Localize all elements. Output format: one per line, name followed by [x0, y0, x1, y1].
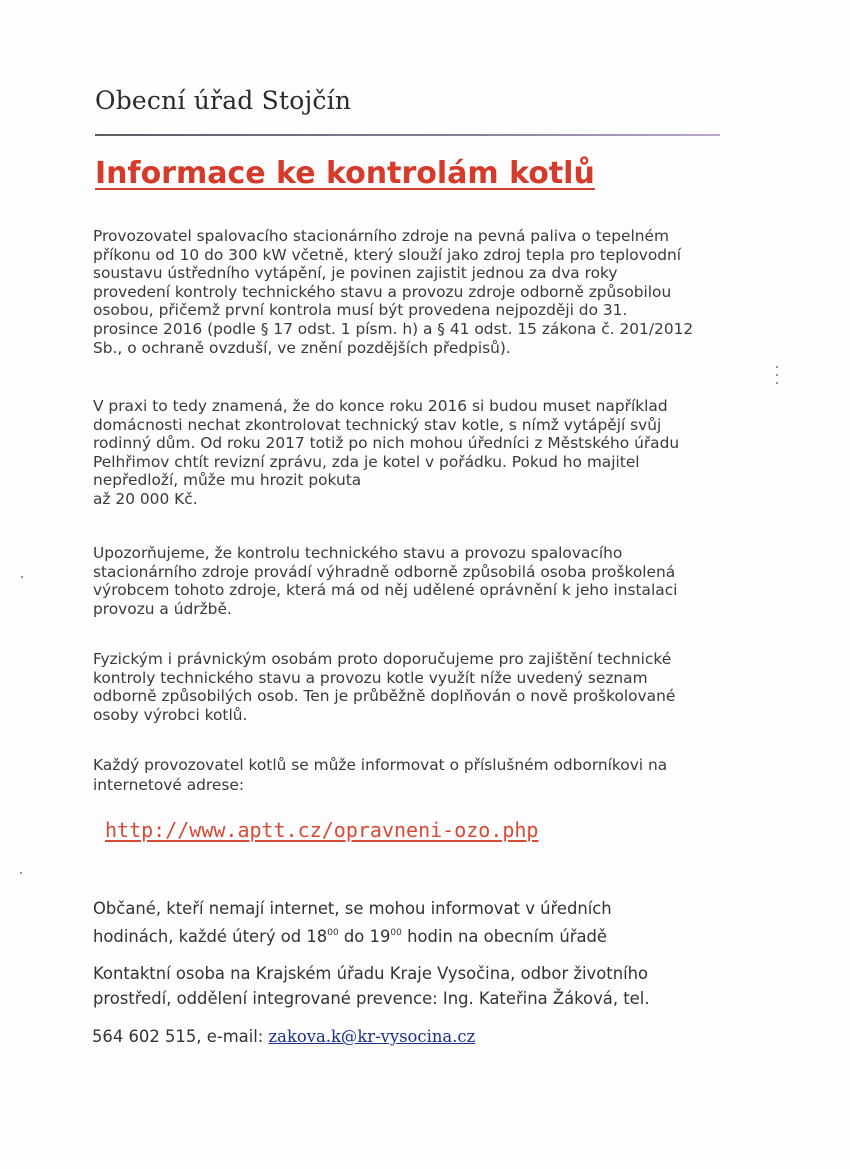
contact-phone-email: [92, 1027, 475, 1046]
text-line: Občané, kteří nemají internet, se mohou informovat v úředních: [93, 899, 612, 918]
paragraph-office-hours: [93, 896, 612, 949]
text-line: Upozorňujeme, že kontrolu technického stavu a provozu spalovacího: [93, 544, 623, 562]
scan-speck: [776, 382, 778, 384]
text-line: prosince 2016 (podle § 17 odst. 1 písm. h) a § 41 odst. 15 zákona č. 201/2012: [93, 319, 694, 338]
text-line: výrobcem tohoto zdroje, která má od něj udělené oprávnění k jeho instalaci: [93, 581, 678, 600]
text-line: domácnosti nechat zkontrolovat technický stav kotle, s nímž vytápějí svůj: [93, 415, 662, 434]
text-line: prostředí, oddělení integrované prevence: Ing. Kateřina Žáková, tel.: [93, 989, 650, 1008]
text-line: Každý provozovatel kotlů se může informovat o příslušném odborníkovi na: [93, 756, 668, 774]
scan-speck: [21, 576, 23, 578]
text-line: stacionárního zdroje provádí výhradně odborně způsobilá osoba proškolená: [93, 562, 676, 581]
text-line: až 20 000 Kč.: [93, 489, 198, 508]
text-line: příkonu od 10 do 300 kW včetně, který slouží jako zdroj tepla pro teplovodní: [93, 245, 682, 264]
page-title: Informace ke kontrolám kotlů: [95, 156, 595, 191]
paragraph-recommendation: [93, 650, 675, 724]
text-line: odborně způsobilých osob. Ten je průběžně doplňován o nově proškolované: [93, 687, 676, 706]
text-line: [93, 921, 612, 949]
text-line: soustavu ústředního vytápění, je povinen zajistit jednou za dva roky: [93, 264, 618, 283]
text-line: nepředloží, může mu hrozit pokuta: [93, 471, 362, 490]
phone-text: 564 602 515, e-mail:: [92, 1027, 269, 1046]
scan-speck: [776, 366, 778, 368]
text-segment: hodinách, každé úterý od 18: [93, 927, 328, 946]
office-name: Obecní úřad Stojčín: [95, 86, 352, 115]
header-divider: [95, 134, 720, 136]
text-line: Sb., o ochraně ovzduší, ve znění pozdějších předpisů).: [93, 338, 511, 357]
paragraph-notice: [93, 544, 677, 618]
text-line: osoby výrobci kotlů.: [93, 705, 248, 724]
text-line: internetové adrese:: [93, 776, 245, 794]
text-segment: hodin na obecním úřadě: [401, 927, 607, 946]
paragraph-contact-person: [93, 961, 650, 1011]
text-line: rodinný dům. Od roku 2017 totiž po nich mohou úředníci z Městského úřadu: [93, 434, 680, 453]
text-segment: do 19: [338, 927, 391, 946]
text-line: osobou, přičemž první kontrola musí být provedena nejpozději do 31.: [93, 301, 628, 320]
superscript: 00: [327, 928, 339, 938]
text-line: provedení kontroly technického stavu a provozu zdroje odborně způsobilou: [93, 282, 672, 301]
text-line: Provozovatel spalovacího stacionárního zdroje na pevná paliva o tepelném: [93, 227, 669, 245]
text-line: provozu a údržbě.: [93, 599, 232, 618]
text-line: Pelhřimov chtít revizní zprávu, zda je kotel v pořádku. Pokud ho majitel: [93, 452, 640, 471]
text-line: kontroly technického stavu a provozu kotle využít níže uvedený seznam: [93, 668, 648, 687]
superscript: 00: [390, 928, 402, 938]
scan-speck: [776, 374, 778, 376]
paragraph-internet-info: [93, 755, 667, 795]
text-line: Kontaktní osoba na Krajském úřadu Kraje Vysočina, odbor životního: [93, 964, 649, 983]
registry-link[interactable]: http://www.aptt.cz/opravneni-ozo.php: [105, 818, 539, 842]
text-line: Fyzickým i právnickým osobám proto doporučujeme pro zajištění technické: [93, 650, 672, 668]
scan-speck: [20, 872, 22, 874]
paragraph-legal-obligation: [93, 227, 693, 357]
email-link[interactable]: zakova.k@kr-vysocina.cz: [268, 1027, 476, 1046]
text-line: V praxi to tedy znamená, že do konce roku 2016 si budou muset například: [93, 397, 668, 415]
paragraph-practical-meaning: [93, 397, 679, 509]
